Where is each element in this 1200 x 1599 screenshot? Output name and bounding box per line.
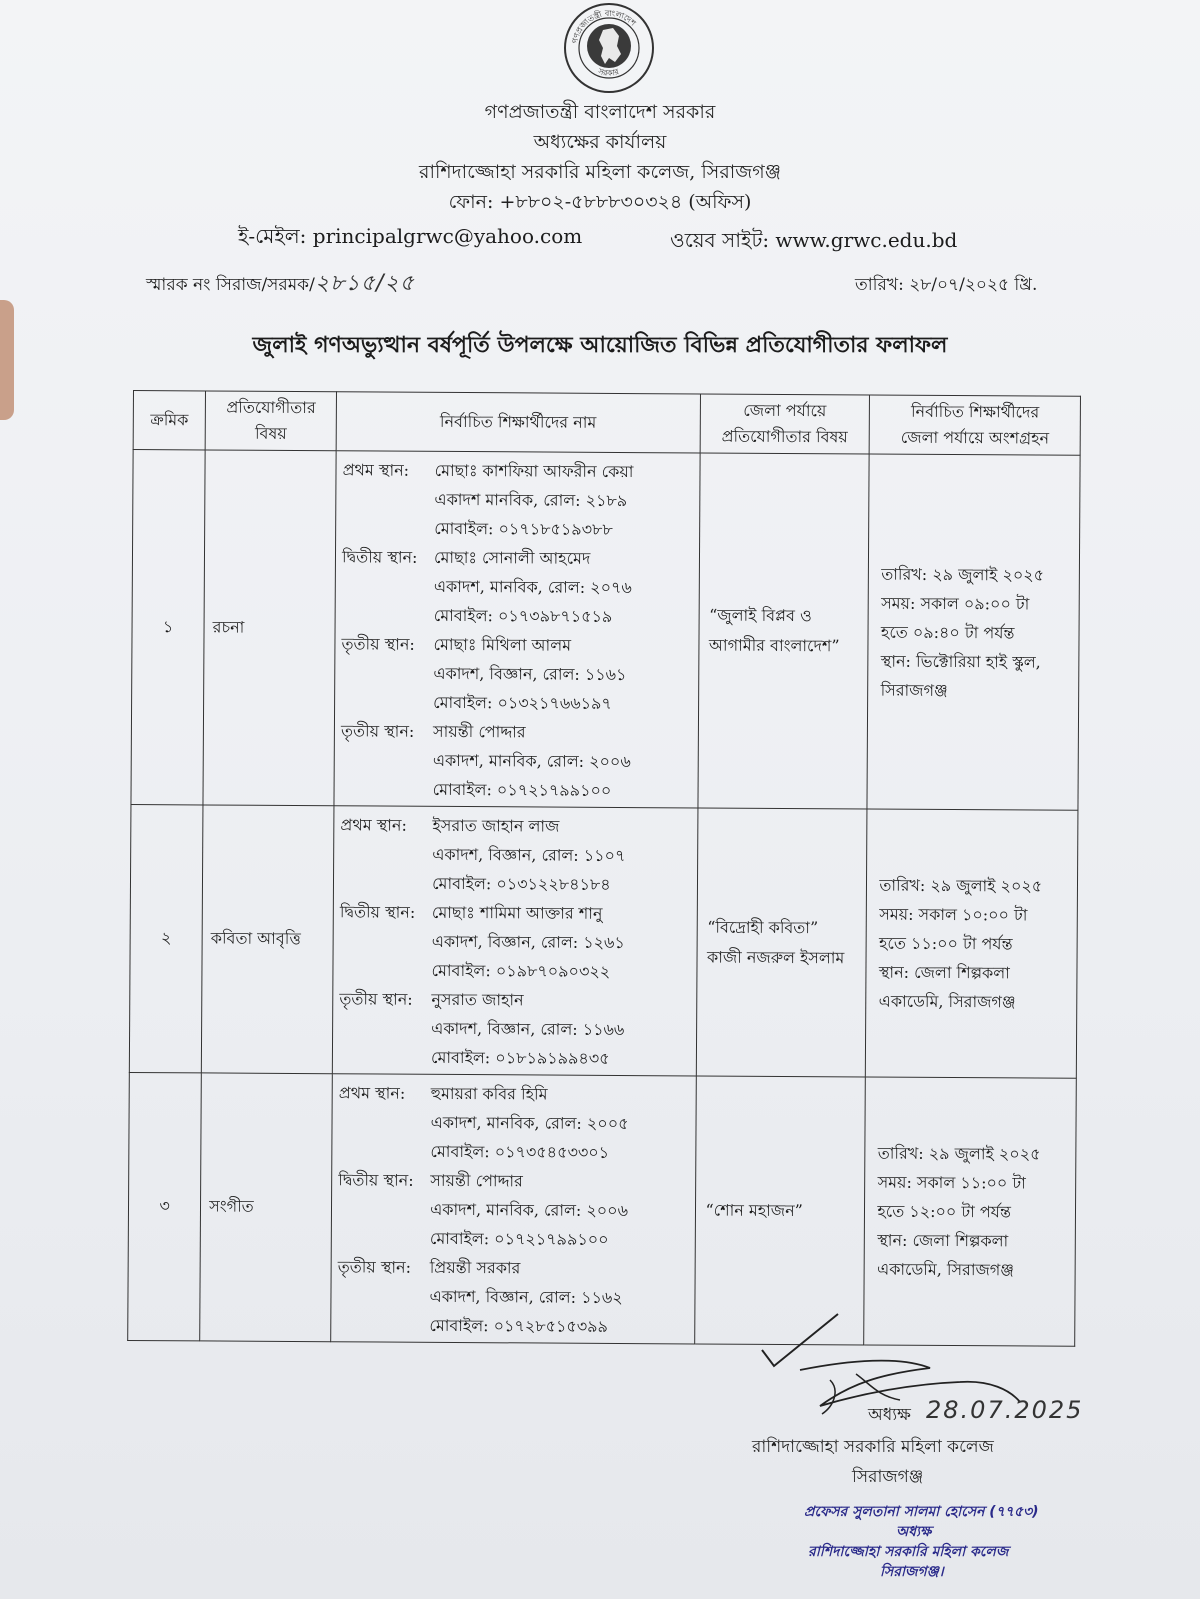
row-subject: রচনা — [203, 450, 336, 806]
row-participation: তারিখ: ২৯ জুলাই ২০২৫ সময়: সকাল ০৯:০০ টা হতে ০৯:৪০ টা পর্যন্ত স্থান: ভিক্টোরিয়া হাই স্কুল, সিরাজগঞ্জ — [867, 454, 1080, 810]
student-class: একাদশ, মানবিক, রোল: ২০০৬ — [432, 750, 631, 772]
handwritten-date: 28.07.2025 — [926, 1396, 1084, 1424]
student-class: একাদশ, বিজ্ঞান, রোল: ১২৬১ — [431, 931, 625, 953]
website-address: ওয়েব সাইট: www.grwc.edu.bd — [670, 228, 958, 252]
student-class: একাদশ, বিজ্ঞান, রোল: ১১৬২ — [429, 1286, 623, 1308]
govt-name: গণপ্রজাতন্ত্রী বাংলাদেশ সরকার — [484, 101, 716, 123]
student-mobile: মোবাইল: ০১৭২৮৫১৫৩৯৯ — [429, 1315, 609, 1336]
student-mobile: মোবাইল: ০১৮১৯১৯৯৪৩৫ — [430, 1047, 610, 1068]
student-name: প্রিয়ন্তী সরকার — [429, 1257, 521, 1278]
place-label: প্রথম স্থান: — [338, 1083, 406, 1103]
student-class: একাদশ, বিজ্ঞান, রোল: ১১৬১ — [433, 663, 627, 685]
row-names — [331, 1074, 696, 1344]
row-subject: সংগীত — [200, 1073, 333, 1342]
college-name: রাশিদাজ্জোহা সরকারি মহিলা কলেজ, সিরাজগঞ্জ — [419, 161, 781, 183]
memo-number — [146, 266, 415, 303]
student-mobile: মোবাইল: ০১৩২১৭৬৬১৯৭ — [433, 692, 612, 713]
place-label: দ্বিতীয় স্থান: — [339, 902, 416, 922]
row-names — [334, 451, 700, 808]
place-label: তৃতীয় স্থান: — [337, 1257, 412, 1277]
row-names — [332, 806, 697, 1076]
student-mobile: মোবাইল: ০১৭৩৫৪৫৩৩০১ — [430, 1141, 610, 1162]
table-row — [131, 450, 1080, 811]
student-mobile: মোবাইল: ০১৭১৮৫১৯৩৮৮ — [434, 518, 613, 539]
place-label: প্রথম স্থান: — [340, 815, 407, 835]
student-class: একাদশ মানবিক, রোল: ২১৮৯ — [434, 489, 628, 511]
row-district-topic: “জুলাই বিপ্লব ও আগামীর বাংলাদেশ” — [697, 453, 869, 809]
place-label: তৃতীয় স্থান: — [340, 721, 415, 741]
place-label: তৃতীয় স্থান: — [341, 634, 415, 654]
row-serial: ৩ — [128, 1072, 202, 1340]
student-mobile: মোবাইল: ০১৭২১৭৯৯১০০ — [429, 1228, 609, 1249]
stamp-district: সিরাজগঞ্জ। — [880, 1564, 944, 1580]
document-title: জুলাই গণঅভ্যুত্থান বর্ষপূর্তি উপলক্ষে আয়োজিত বিভিন্ন প্রতিযোগীতার ফলাফল — [252, 332, 948, 358]
header-participation: নির্বাচিত শিক্ষার্থীদের জেলা পর্যায়ে অংশগ্রহন — [870, 395, 1081, 455]
row-serial: ২ — [129, 804, 203, 1072]
header-names: নির্বাচিত শিক্ষার্থীদের নাম — [336, 392, 700, 453]
student-name: মোছাঃ কাশফিয়া আফরীন কেয়া — [434, 460, 634, 482]
signatory-designation: অধ্যক্ষ — [868, 1405, 911, 1425]
student-name: হুমায়রা কবির হিমি — [430, 1083, 548, 1104]
student-mobile: মোবাইল: ০১৩১২২৮৪১৮৪ — [432, 873, 611, 894]
student-class: একাদশ, বিজ্ঞান, রোল: ১১০৭ — [432, 844, 626, 866]
student-mobile: মোবাইল: ০১৭২১৭৯৯১০০ — [432, 779, 612, 800]
student-name: সায়ন্তী পোদ্দার — [430, 1170, 523, 1191]
government-seal-icon — [563, 2, 655, 94]
place-label: প্রথম স্থান: — [342, 460, 410, 480]
phone-number: ফোন: +৮৮০২-৫৮৮৮৩০৩২৪ (অফিস) — [448, 191, 752, 213]
table-header-row — [133, 391, 1080, 456]
row-subject: কবিতা আবৃত্তি — [201, 805, 334, 1074]
stamp-college: রাশিদাজ্জোহা সরকারি মহিলা কলেজ — [808, 1544, 1009, 1560]
row-district-topic: “বিদ্রোহী কবিতা” কাজী নজরুল ইসলাম — [696, 808, 868, 1077]
header-serial: ক্রমিক — [133, 391, 206, 450]
issue-date: তারিখ: ২৮/০৭/২০২৫ খ্রি. — [855, 275, 1038, 295]
row-serial: ১ — [131, 450, 205, 805]
table-row — [128, 1072, 1077, 1346]
student-class: একাদশ, মানবিক, রোল: ২০৭৬ — [433, 576, 632, 598]
header-district: জেলা পর্যায়ে প্রতিযোগীতার বিষয় — [700, 394, 870, 454]
table-row — [129, 804, 1078, 1078]
student-name: মোছাঃ মিথিলা আলম — [433, 634, 572, 655]
student-class: একাদশ, বিজ্ঞান, রোল: ১১৬৬ — [431, 1018, 625, 1040]
student-mobile: মোবাইল: ০১৯৮৭০৯০৩২২ — [431, 960, 611, 981]
signature-district: সিরাজগঞ্জ — [852, 1467, 924, 1487]
student-mobile: মোবাইল: ০১৭৩৯৮৭১৫১৯ — [433, 605, 613, 626]
student-class: একাদশ, মানবিক, রোল: ২০০৫ — [430, 1112, 629, 1134]
student-name: মোছাঃ শামিমা আক্তার শানু — [431, 902, 603, 923]
student-name: মোছাঃ সোনালী আহমেদ — [434, 547, 591, 568]
memo-label: স্মারক নং সিরাজ/সরমক/ — [146, 275, 315, 295]
place-label: তৃতীয় স্থান: — [339, 989, 413, 1009]
signature-college: রাশিদাজ্জোহা সরকারি মহিলা কলেজ — [752, 1437, 994, 1457]
results-table — [127, 390, 1081, 1347]
student-name: নুসরাত জাহান — [431, 989, 524, 1010]
seal-bottom-text: সরকার — [597, 66, 620, 78]
student-name: সায়ন্তী পোদ্দার — [432, 721, 526, 742]
memo-handwritten: ২৮১৫/২৫ — [314, 271, 415, 296]
place-label: দ্বিতীয় স্থান: — [338, 1170, 414, 1190]
row-participation: তারিখ: ২৯ জুলাই ২০২৫ সময়: সকাল ১০:০০ টা হতে ১১:০০ টা পর্যন্ত স্থান: জেলা শিল্পকলা একাডেমি, সিরাজগঞ্জ — [866, 809, 1078, 1078]
stamp-designation: অধ্যক্ষ — [896, 1524, 932, 1540]
seal-top-text: গণপ্রজাতন্ত্রী বাংলাদেশ — [570, 8, 638, 45]
student-class: একাদশ, মানবিক, রোল: ২০০৬ — [430, 1199, 629, 1221]
signature-block — [752, 1310, 1160, 1590]
header-subject: প্রতিযোগীতার বিষয় — [205, 391, 336, 451]
place-label: দ্বিতীয় স্থান: — [342, 547, 418, 567]
stamp-name: প্রফেসর সুলতানা সালমা হোসেন (৭৭৫৩) — [804, 1504, 1039, 1520]
student-name: ইসরাত জাহান লাজ — [432, 815, 560, 836]
row-district-topic: “শোন মহাজন” — [694, 1076, 866, 1345]
office-name: অধ্যক্ষের কার্যালয় — [533, 131, 667, 153]
row-participation: তারিখ: ২৯ জুলাই ২০২৫ সময়: সকাল ১১:০০ টা হতে ১২:০০ টা পর্যন্ত স্থান: জেলা শিল্পকলা একাডেমি, সিরাজগঞ্জ — [864, 1077, 1076, 1346]
email-address: ই-মেইল: principalgrwc@yahoo.com — [238, 224, 583, 248]
